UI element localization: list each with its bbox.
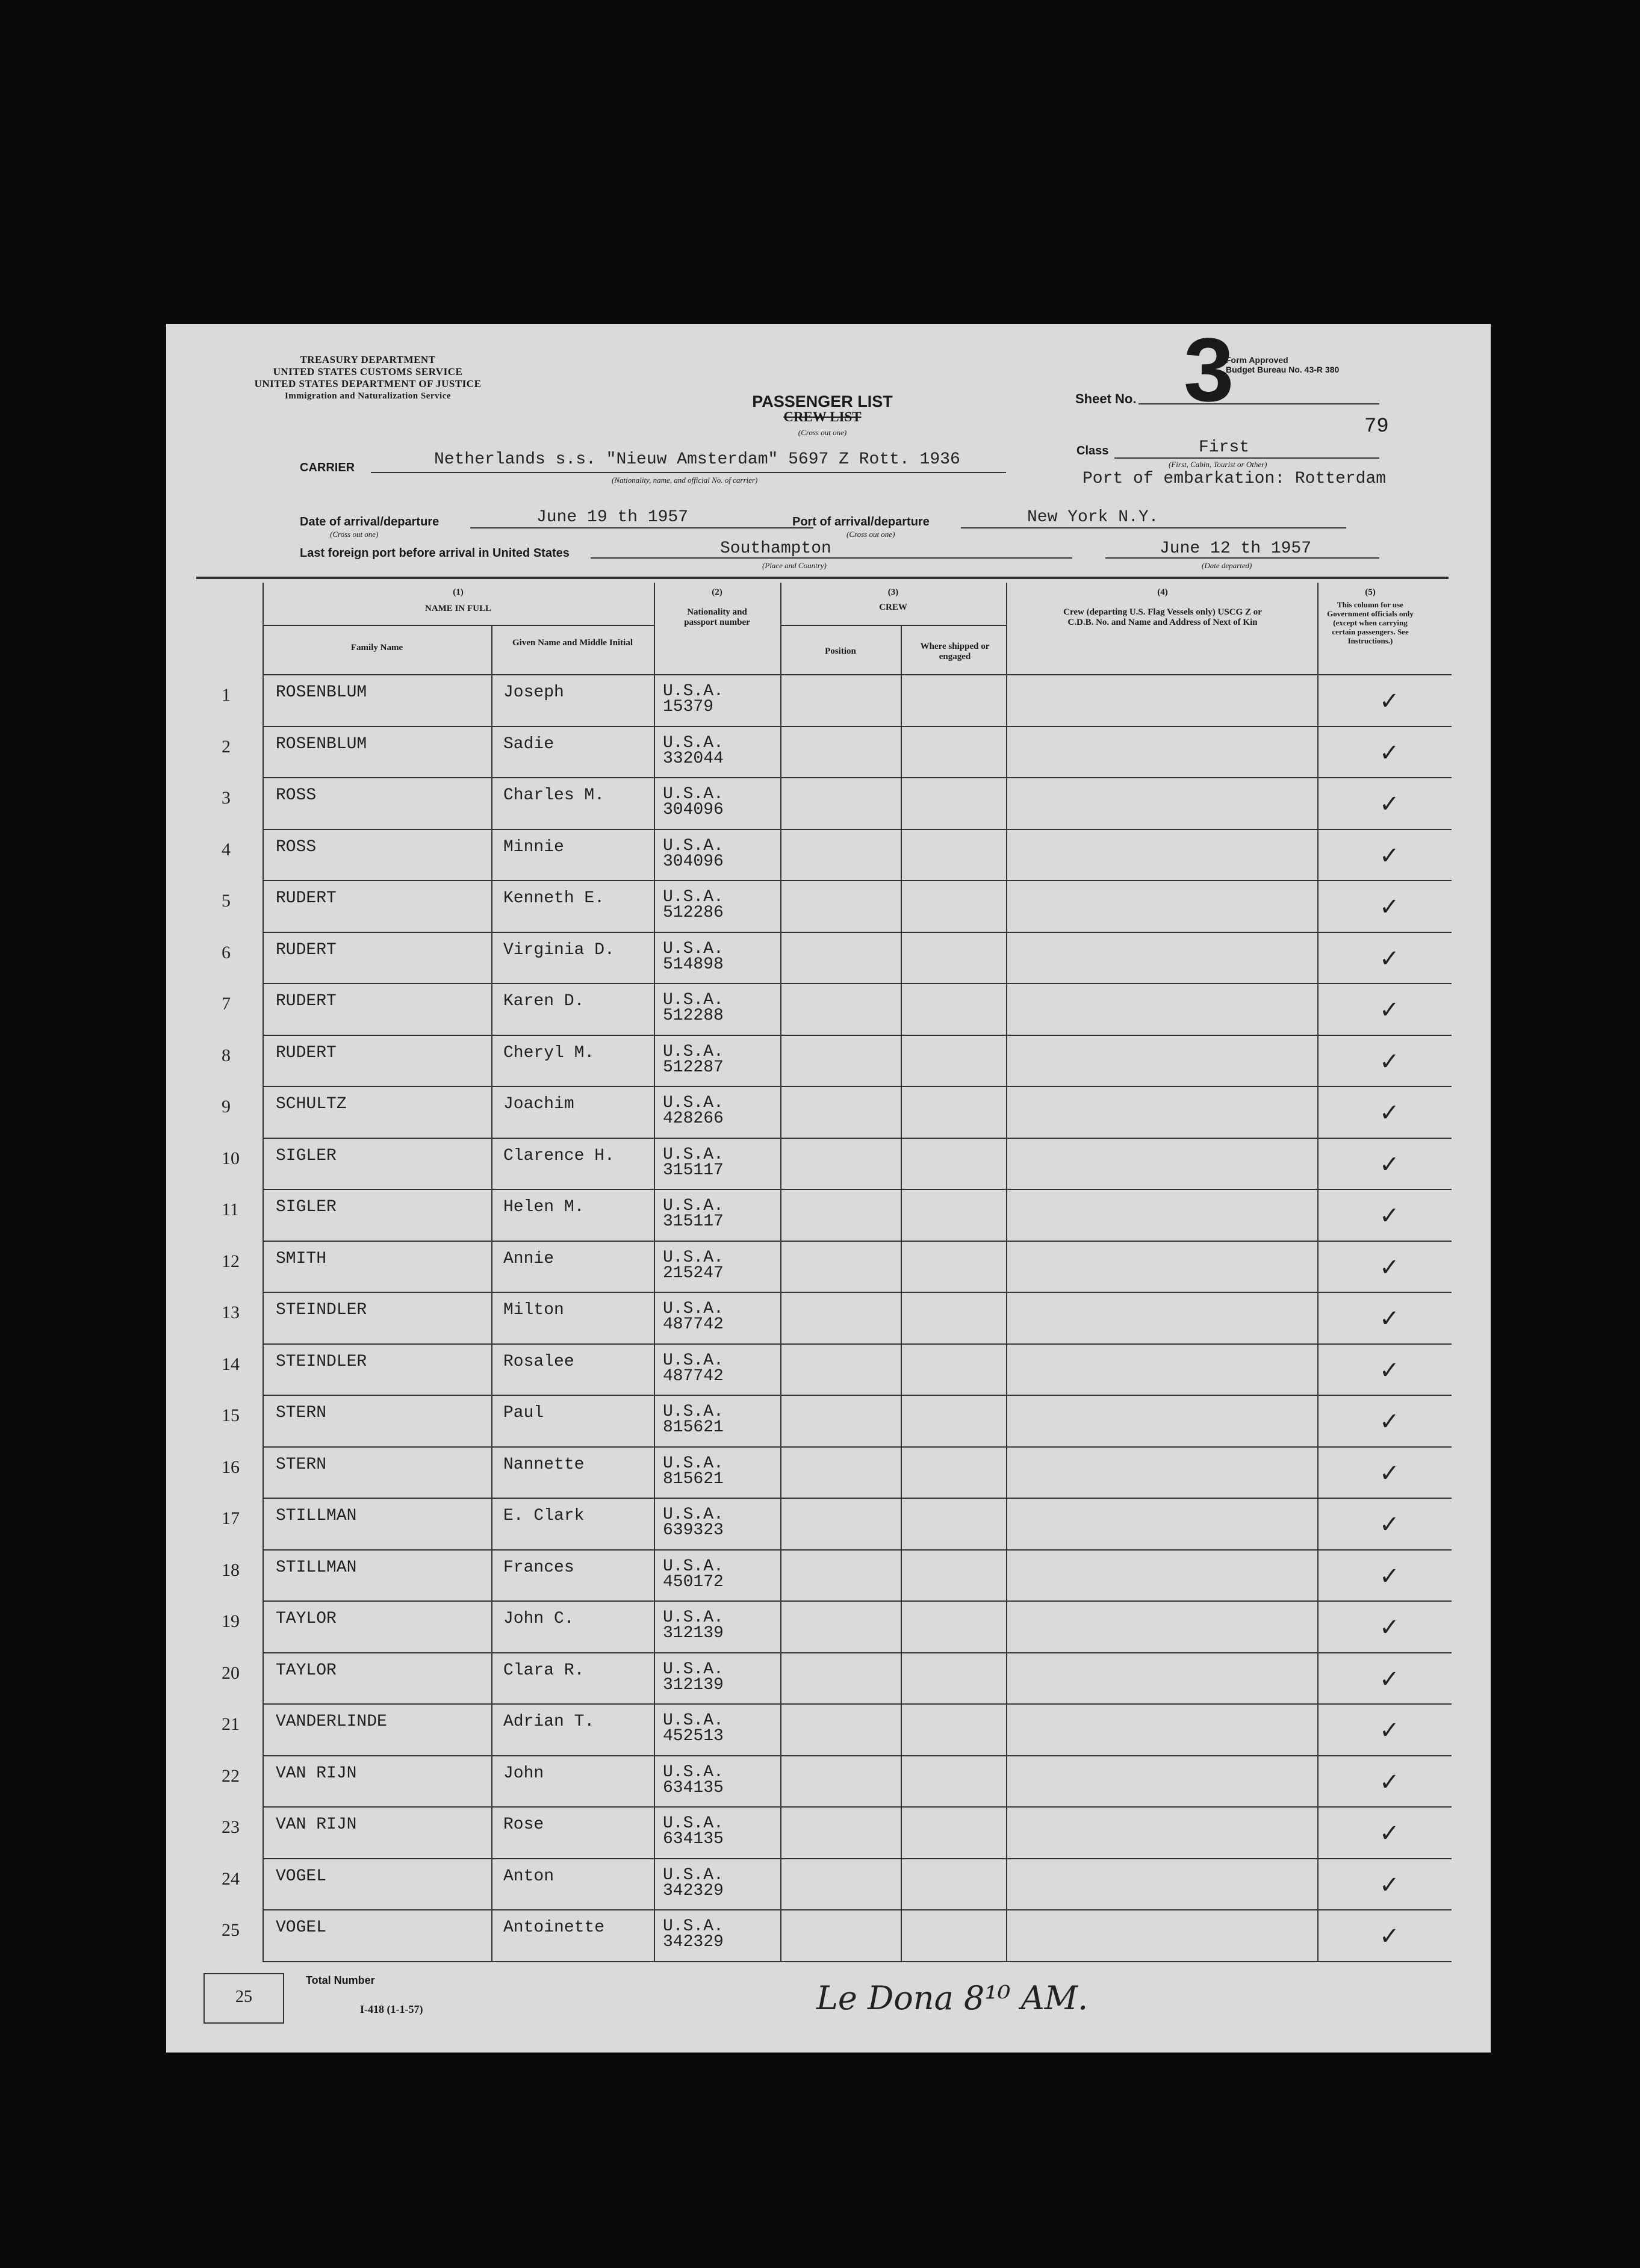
family-name: STEINDLER [276,1301,367,1319]
check-mark: ✓ [1379,1871,1400,1899]
agency-header [220,354,515,402]
table-row [222,1652,1452,1704]
agency-line: TREASURY DEPARTMENT [300,354,436,365]
passport-number: 487742 [663,1315,724,1334]
family-name: ROSENBLUM [276,734,367,754]
given-name: Antoinette [503,1918,605,1937]
row-number: 4 [222,839,231,860]
nationality: U.S.A. [663,682,724,701]
col1-title: NAME IN FULL [424,604,491,613]
table-row [222,1138,1452,1189]
given-name: Anton [503,1867,554,1886]
nationality: U.S.A. [663,785,724,804]
nationality: U.S.A. [663,1711,724,1730]
row-number: 10 [222,1148,240,1168]
passenger-table [222,583,1452,1961]
carrier-label: CARRIER [300,461,355,474]
last-port-value: Southampton [720,539,831,558]
passport-number: 512287 [663,1058,724,1077]
family-name: RUDERT [276,889,337,908]
row-number: 8 [222,1045,231,1065]
nationality: U.S.A. [663,1659,724,1679]
agency-line: Immigration and Naturalization Service [284,391,452,401]
check-mark: ✓ [1379,841,1400,870]
cross-out-caption: (Cross out one) [846,530,895,539]
check-mark: ✓ [1379,1614,1400,1641]
class-value: First [1199,438,1250,457]
cross-out-caption: (Cross out one) [330,530,379,539]
budget-bureau-text: Budget Bureau No. 43-R 380 [1226,365,1340,374]
family-name: STERN [276,1455,327,1474]
port-arrival-label: Port of arrival/departure [792,515,930,528]
form-code: I-418 (1-1-57) [360,2003,423,2015]
given-name: Milton [503,1301,564,1319]
row-number: 23 [222,1817,240,1837]
nationality: U.S.A. [663,1814,724,1833]
nationality: U.S.A. [663,1197,724,1215]
row-number: 6 [222,942,231,962]
passport-number: 487742 [663,1366,724,1386]
check-mark: ✓ [1379,1459,1400,1487]
given-name: Joseph [503,683,564,702]
col3-number: (3) [887,587,899,597]
row-rule [262,1961,1452,1962]
inspector-signature: Le Dona 8¹⁰ AM. [816,1979,1089,2017]
given-name: Rose [503,1815,544,1834]
given-name: Karen D. [503,992,585,1011]
given-name: John [503,1764,544,1783]
table-row [222,674,1452,726]
given-name: Joachim [503,1095,574,1114]
family-name: SIGLER [276,1146,337,1165]
given-name: Rosalee [503,1352,574,1371]
carrier-underline [371,472,1006,473]
last-port-caption: (Place and Country) [762,561,827,570]
table-row [222,1806,1452,1858]
nationality: U.S.A. [663,1248,724,1267]
row-number: 25 [222,1920,240,1940]
family-name: STERN [276,1404,327,1422]
check-mark: ✓ [1379,1923,1400,1950]
check-mark: ✓ [1379,1562,1400,1590]
given-name: Minnie [503,837,564,857]
family-name: VOGEL [276,1867,327,1886]
check-mark: ✓ [1379,1768,1400,1796]
nationality: U.S.A. [663,939,724,958]
check-mark: ✓ [1379,1717,1400,1744]
nationality: U.S.A. [663,1762,724,1782]
row-number: 22 [222,1765,240,1786]
family-name: SMITH [276,1249,327,1268]
row-number: 5 [222,891,231,911]
row-number: 15 [222,1405,240,1425]
given-name: Clara R. [503,1661,585,1680]
table-row [222,1858,1452,1910]
sheet-number: 3 [1184,319,1234,420]
table-row [222,1395,1452,1446]
passport-number: 304096 [663,801,724,819]
given-name: Annie [503,1249,554,1268]
given-name: Charles M. [503,786,605,805]
passport-number: 15379 [663,698,714,716]
passport-number: 304096 [663,852,724,871]
passport-number: 815621 [663,1469,724,1489]
check-mark: ✓ [1379,893,1400,921]
col3-heading [780,587,1006,613]
date-arrival-underline [470,527,813,528]
form-approval [1226,355,1339,374]
check-mark: ✓ [1379,739,1400,767]
class-label: Class [1076,444,1109,457]
table-row [222,1600,1452,1652]
agency-line: UNITED STATES DEPARTMENT OF JUSTICE [254,378,482,389]
given-name: Frances [503,1558,574,1577]
given-name: Helen M. [503,1198,585,1216]
port-of-embarkation: Port of embarkation: Rotterdam [1082,469,1387,488]
nationality: U.S.A. [663,888,724,906]
family-name: ROSENBLUM [276,683,367,702]
row-number: 1 [222,685,231,705]
row-number: 19 [222,1611,240,1631]
family-name: STILLMAN [276,1507,357,1525]
table-row [222,1498,1452,1549]
passport-number: 512288 [663,1006,724,1025]
carrier-caption: (Nationality, name, and official No. of carrier) [612,476,758,485]
total-number-value: 25 [235,1988,252,2006]
total-number-label: Total Number [306,1974,375,1986]
family-name-heading: Family Name [350,643,403,652]
family-name: RUDERT [276,1043,337,1062]
row-number: 13 [222,1303,240,1322]
passport-number: 315117 [663,1212,724,1231]
col5-number: (5) [1365,587,1376,597]
last-port-label: Last foreign port before arrival in United States [300,547,570,560]
row-number: 9 [222,1097,231,1117]
table-row [222,1189,1452,1241]
given-name: Adrian T. [503,1712,595,1731]
family-name: SIGLER [276,1198,337,1216]
form-approved-text: Form Approved [1226,355,1288,365]
row-number: 18 [222,1560,240,1580]
passport-number: 342329 [663,1933,724,1951]
col4-number: (4) [1157,587,1168,597]
table-row [222,1035,1452,1086]
table-row [222,1446,1452,1498]
form-title-block [684,394,961,441]
position-heading: Position [825,646,856,656]
header-subrule [780,625,1006,626]
passport-number: 215247 [663,1263,724,1283]
family-name: VOGEL [276,1918,327,1937]
table-row [222,1703,1452,1755]
date-departed-caption: (Date departed) [1202,561,1252,570]
check-mark: ✓ [1379,1820,1400,1847]
form-title: PASSENGER LIST [752,392,893,411]
last-port-underline [591,557,1072,559]
given-name: Paul [503,1404,544,1422]
family-name: VAN RIJN [276,1815,357,1834]
family-name: RUDERT [276,940,337,959]
nationality: U.S.A. [663,1094,724,1112]
row-number: 17 [222,1508,240,1528]
nationality: U.S.A. [663,1300,724,1318]
table-row [222,1909,1452,1961]
row-number: 11 [222,1200,239,1219]
check-mark: ✓ [1379,1408,1400,1436]
passport-number: 634135 [663,1778,724,1797]
date-arrival-label: Date of arrival/departure [300,515,440,528]
port-arrival-underline [961,527,1346,528]
family-name: VANDERLINDE [276,1712,387,1731]
family-name: VAN RIJN [276,1764,357,1783]
row-number: 21 [222,1714,240,1734]
check-mark: ✓ [1379,944,1400,973]
given-name: Virginia D. [503,940,615,959]
row-number: 12 [222,1251,240,1271]
nationality: U.S.A. [663,836,724,855]
cross-out-caption: (Cross out one) [798,428,847,437]
given-name: Cheryl M. [503,1043,595,1062]
row-number: 16 [222,1457,240,1477]
passport-number: 512286 [663,903,724,922]
header-subrule [262,625,654,626]
col4-title: Crew (departing U.S. Flag Vessels only) USCG Z or C.D.B. No. and Name and Address of Next of Kin [1063,607,1262,627]
nationality: U.S.A. [663,733,724,752]
passport-number: 815621 [663,1418,724,1437]
passport-number: 428266 [663,1109,724,1128]
family-name: STILLMAN [276,1558,357,1577]
check-mark: ✓ [1379,687,1400,715]
nationality: U.S.A. [663,1608,724,1627]
class-underline [1114,457,1379,459]
family-name: TAYLOR [276,1661,337,1680]
handwritten-number: 79 [1364,415,1389,438]
nationality: U.S.A. [663,1917,724,1936]
table-row [222,829,1452,881]
passport-number: 639323 [663,1521,724,1540]
passport-number: 312139 [663,1624,724,1643]
given-name: Sadie [503,734,554,754]
col2-heading [660,587,774,628]
family-name: ROSS [276,837,317,857]
passport-number: 514898 [663,955,724,974]
manifest-sheet [166,319,1491,2053]
family-name: SCHULTZ [276,1095,347,1114]
nationality: U.S.A. [663,1042,724,1061]
row-number: 3 [222,788,231,808]
col1-heading [262,587,654,614]
check-mark: ✓ [1379,1047,1400,1076]
nationality: U.S.A. [663,1505,724,1524]
col5-title: This column for use Government officials only (except when carrying certain passengers. See Instructions.) [1327,600,1414,645]
class-caption: (First, Cabin, Tourist or Other) [1169,460,1267,469]
check-mark: ✓ [1379,1150,1400,1179]
table-row [222,880,1452,932]
passport-number: 450172 [663,1572,724,1591]
total-number-box [203,1973,284,2024]
table-row [222,1549,1452,1601]
check-mark: ✓ [1379,996,1400,1024]
table-row [222,932,1452,984]
sheet-label: Sheet No. [1075,391,1137,406]
check-mark: ✓ [1379,1356,1400,1384]
given-name: Nannette [503,1455,585,1474]
header-rule [196,577,1449,579]
sheet-underline [1138,403,1379,404]
check-mark: ✓ [1379,1511,1400,1538]
given-name: Clarence H. [503,1146,615,1165]
check-mark: ✓ [1379,1305,1400,1333]
col1-number: (1) [453,587,464,597]
passport-number: 312139 [663,1675,724,1694]
given-name: John C. [503,1610,574,1628]
port-arrival-value: New York N.Y. [1027,508,1159,527]
nationality: U.S.A. [663,1402,724,1421]
family-name: TAYLOR [276,1610,337,1628]
table-row [222,1343,1452,1395]
check-mark: ✓ [1379,1202,1400,1230]
passport-number: 332044 [663,749,724,768]
check-mark: ✓ [1379,1253,1400,1281]
table-row [222,726,1452,778]
row-number: 7 [222,994,231,1014]
row-number: 20 [222,1662,240,1683]
passport-number: 634135 [663,1830,724,1848]
given-name: E. Clark [503,1507,585,1525]
table-row [222,1241,1452,1292]
table-row [222,777,1452,829]
table-row [222,1755,1452,1807]
col2-title: Nationality and passport number [684,607,750,627]
date-arrival-value: June 19 th 1957 [536,508,689,527]
passport-number: 342329 [663,1881,724,1900]
table-row [222,1086,1452,1138]
date-departed-value: June 12 th 1957 [1160,539,1312,558]
family-name: ROSS [276,786,317,805]
nationality: U.S.A. [663,1557,724,1576]
table-row [222,983,1452,1035]
col4-heading [1012,587,1313,628]
given-name: Kenneth E. [503,889,605,908]
row-number: 24 [222,1868,240,1889]
nationality: U.S.A. [663,1865,724,1885]
family-name: STEINDLER [276,1352,367,1371]
table-row [222,1292,1452,1343]
family-name: RUDERT [276,992,337,1011]
nationality: U.S.A. [663,1454,724,1473]
check-mark: ✓ [1379,1665,1400,1693]
passport-number: 315117 [663,1160,724,1180]
row-number: 14 [222,1354,240,1374]
nationality: U.S.A. [663,1145,724,1164]
row-number: 2 [222,736,231,757]
nationality: U.S.A. [663,991,724,1009]
where-shipped-heading: Where shipped or engaged [920,642,990,662]
col5-heading [1322,587,1418,645]
check-mark: ✓ [1379,1099,1400,1127]
agency-line: UNITED STATES CUSTOMS SERVICE [273,366,463,377]
given-name-heading: Given Name and Middle Initial [512,638,633,648]
carrier-value: Netherlands s.s. "Nieuw Amsterdam" 5697 Z Rott. 1936 [434,450,960,469]
col3-title: CREW [879,603,907,612]
form-title-struck: CREW LIST [783,409,862,424]
nationality: U.S.A. [663,1351,724,1370]
check-mark: ✓ [1379,790,1400,818]
col2-number: (2) [712,587,722,597]
passport-number: 452513 [663,1727,724,1746]
